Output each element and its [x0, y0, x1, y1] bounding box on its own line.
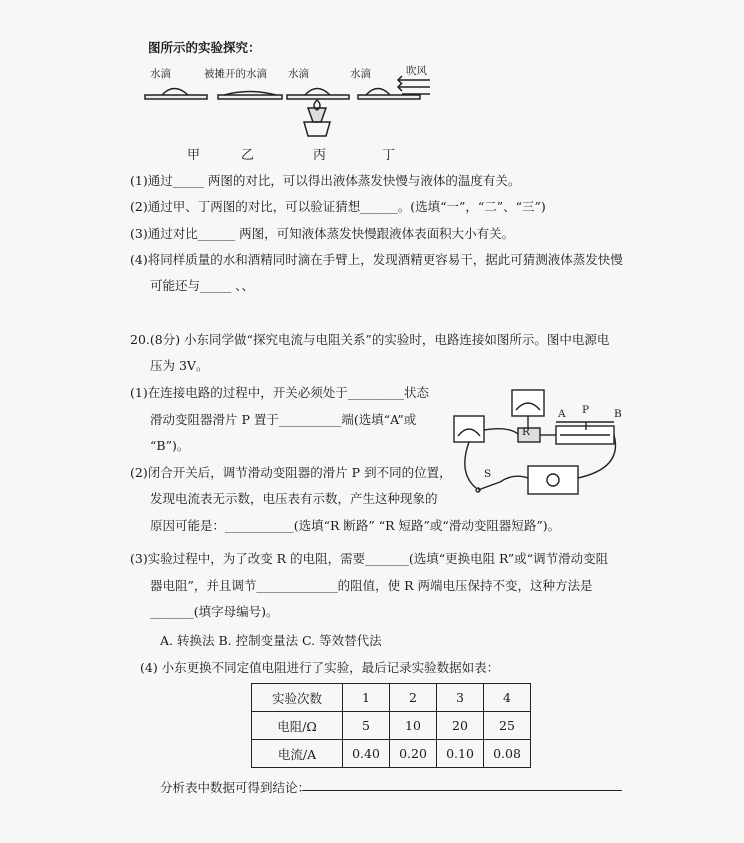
q20-part2-line1: (2)闭合开关后，调节滑动变阻器的滑片 P 到不同的位置， — [130, 465, 452, 480]
q20-part4: (4) 小东更换不同定值电阻进行了实验，最后记录实验数据如表： — [140, 660, 500, 675]
q20-title: 20.(8分) 小东同学做“探究电流与电阻关系”的实验时，电路连接如图所示。图中电源电 — [130, 332, 610, 347]
q20-options: A. 转换法 B. 控制变量法 C. 等效替代法 — [160, 633, 382, 648]
table-header-cell: 2 — [390, 684, 437, 712]
fig1-label-water-drop: 水滴 — [350, 68, 371, 80]
q19-part1: (1)通过_____ 两图的对比，可以得出液体蒸发快慢与液体的温度有关。 — [130, 173, 521, 188]
q20-part1-line1: (1)在连接电路的过程中，开关必须处于_________状态 — [130, 385, 429, 400]
fig1-label-water-drop: 水滴 — [288, 68, 309, 80]
q19-part4: (4)将同样质量的水和酒精同时滴在手臂上，发现酒精更容易干，据此可猜测液体蒸发快慢 — [130, 252, 623, 267]
q20-part2-line3: 原因可能是：___________(选填“R 断路” “R 短路”或“滑动变阻器短路”)。 — [150, 518, 561, 533]
q20-part2-line2: 发现电流表无示数，电压表有示数，产生这种现象的 — [150, 491, 438, 506]
table-cell: 0.10 — [437, 740, 484, 768]
conclusion-answer-line[interactable] — [302, 790, 622, 791]
q20-part1-line3: “B”)。 — [150, 438, 190, 453]
q20-part3-line3: _______(填字母编号)。 — [150, 604, 279, 619]
q20-part3-line2: 器电阻”，并且调节_____________的阻值，使 R 两端电压保持不变，这种方法是 — [150, 578, 593, 593]
table-row — [252, 684, 531, 712]
fig1-name-ding: 丁 — [382, 148, 396, 163]
circuit-label-b: B — [614, 408, 622, 420]
table-cell: 10 — [390, 712, 437, 740]
table-cell: 25 — [484, 712, 531, 740]
q19-part3: (3)通过对比______ 两图，可知液体蒸发快慢跟液体表面积大小有关。 — [130, 226, 515, 241]
table-header-cell: 实验次数 — [252, 684, 343, 712]
circuit-diagram — [448, 378, 628, 508]
fig1-label-spread-drop: 被摊开的水滴 — [204, 68, 267, 80]
fig1-label-water-drop: 水滴 — [150, 68, 171, 80]
table-header-cell: 4 — [484, 684, 531, 712]
table-cell: 电流/A — [252, 740, 343, 768]
data-table — [251, 683, 531, 768]
table-row — [252, 740, 531, 768]
circuit-figure — [448, 378, 628, 508]
q19-part2: (2)通过甲、丁两图的对比，可以验证猜想______。(选填“一”，“二”、“三”) — [130, 199, 546, 214]
circuit-label-s: S — [484, 468, 492, 480]
table-cell: 0.08 — [484, 740, 531, 768]
table-header-cell: 3 — [437, 684, 484, 712]
table-header-cell: 1 — [343, 684, 390, 712]
q20-title-cont: 压为 3V。 — [150, 358, 209, 373]
q19-part4-cont: 可能还与_____ 、、 — [150, 278, 254, 293]
q20-part3-line1: (3)实验过程中，为了改变 R 的电阻，需要_______(选填“更换电阻 R”或“调节滑动变阻 — [130, 551, 609, 566]
table-row — [252, 712, 531, 740]
q20-conclusion: 分析表中数据可得到结论： — [160, 780, 311, 795]
circuit-label-p: P — [582, 404, 590, 416]
circuit-label-a: A — [558, 408, 566, 420]
evaporation-figure — [140, 60, 440, 170]
table-cell: 5 — [343, 712, 390, 740]
fig1-name-yi: 乙 — [241, 148, 255, 163]
table-cell: 0.20 — [390, 740, 437, 768]
fig1-name-jia: 甲 — [187, 148, 201, 163]
q20-part1-line2: 滑动变阻器滑片 P 置于__________端(选填“A”或 — [150, 412, 417, 427]
table-cell: 20 — [437, 712, 484, 740]
table-cell: 电阻/Ω — [252, 712, 343, 740]
table-cell: 0.40 — [343, 740, 390, 768]
fig1-name-bing: 丙 — [313, 148, 327, 163]
intro-text: 图所示的实验探究： — [148, 40, 261, 55]
circuit-label-r: R — [522, 426, 530, 438]
fig1-label-wind: 吹风 — [406, 65, 427, 77]
